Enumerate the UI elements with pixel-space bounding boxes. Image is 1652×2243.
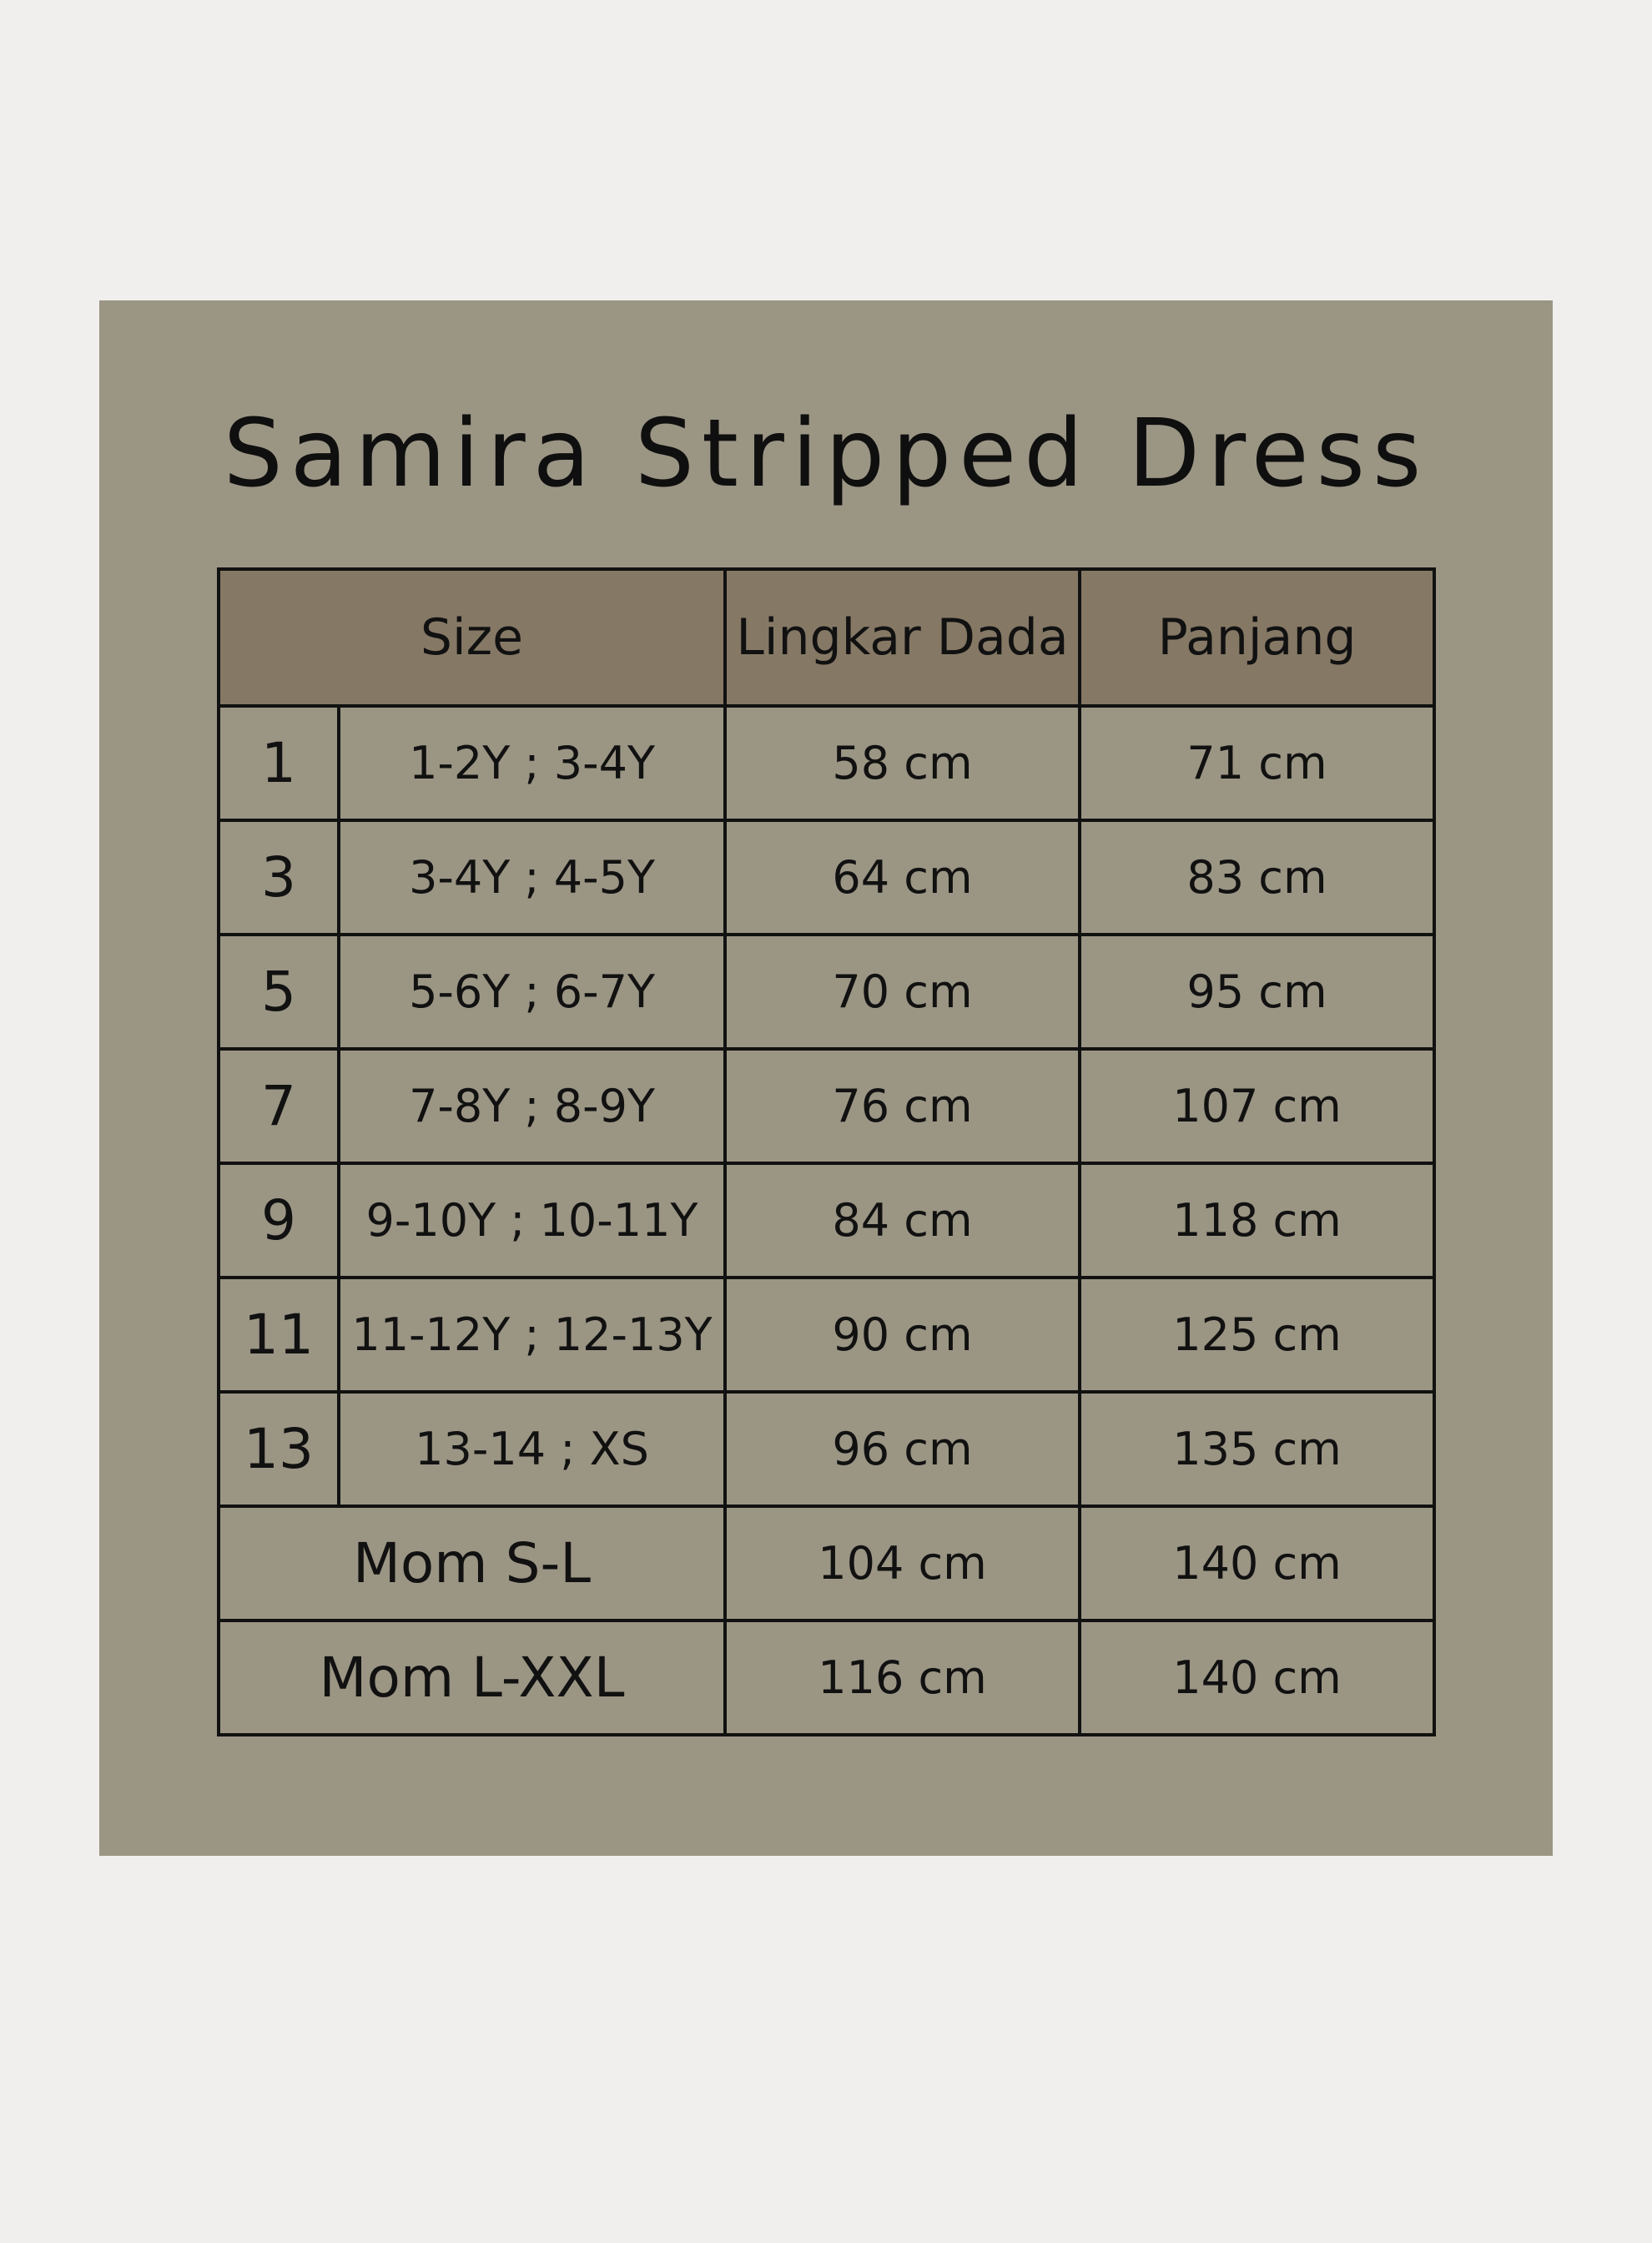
chest-value: 76 cm	[725, 1049, 1080, 1163]
size-age: 13-14 ; XS	[339, 1392, 725, 1506]
length-value: 118 cm	[1080, 1163, 1434, 1278]
length-value: 95 cm	[1080, 935, 1434, 1049]
size-age: 1-2Y ; 3-4Y	[339, 706, 725, 820]
table-row	[219, 1049, 1434, 1163]
chest-value: 84 cm	[725, 1163, 1080, 1278]
mom-size-label: Mom S-L	[219, 1506, 725, 1621]
size-age: 9-10Y ; 10-11Y	[339, 1163, 725, 1278]
chest-value: 116 cm	[725, 1621, 1080, 1735]
chest-value: 58 cm	[725, 706, 1080, 820]
size-code: 9	[219, 1163, 339, 1278]
table-row	[219, 1392, 1434, 1506]
size-age: 5-6Y ; 6-7Y	[339, 935, 725, 1049]
length-value: 71 cm	[1080, 706, 1434, 820]
table-row	[219, 1163, 1434, 1278]
table-row	[219, 935, 1434, 1049]
length-value: 83 cm	[1080, 820, 1434, 935]
size-table	[217, 567, 1436, 1736]
table-row	[219, 820, 1434, 935]
page-title: Samira Stripped Dress	[223, 400, 1429, 508]
chest-value: 104 cm	[725, 1506, 1080, 1621]
size-chart-card	[99, 300, 1553, 1856]
size-age: 7-8Y ; 8-9Y	[339, 1049, 725, 1163]
mom-size-label: Mom L-XXL	[219, 1621, 725, 1735]
size-code: 13	[219, 1392, 339, 1506]
length-value: 140 cm	[1080, 1621, 1434, 1735]
chest-value: 70 cm	[725, 935, 1080, 1049]
length-value: 125 cm	[1080, 1278, 1434, 1392]
size-age: 3-4Y ; 4-5Y	[339, 820, 725, 935]
table-row-mom	[219, 1621, 1434, 1735]
chest-value: 64 cm	[725, 820, 1080, 935]
header-length: Panjang	[1080, 569, 1434, 706]
table-row-mom	[219, 1506, 1434, 1621]
size-code: 1	[219, 706, 339, 820]
length-value: 135 cm	[1080, 1392, 1434, 1506]
size-code: 11	[219, 1278, 339, 1392]
header-chest: Lingkar Dada	[725, 569, 1080, 706]
chest-value: 90 cm	[725, 1278, 1080, 1392]
size-code: 7	[219, 1049, 339, 1163]
header-size: Size	[219, 569, 725, 706]
table-header-row	[219, 569, 1434, 706]
table-row	[219, 1278, 1434, 1392]
length-value: 140 cm	[1080, 1506, 1434, 1621]
length-value: 107 cm	[1080, 1049, 1434, 1163]
size-code: 3	[219, 820, 339, 935]
table-row	[219, 706, 1434, 820]
chest-value: 96 cm	[725, 1392, 1080, 1506]
size-code: 5	[219, 935, 339, 1049]
size-age: 11-12Y ; 12-13Y	[339, 1278, 725, 1392]
